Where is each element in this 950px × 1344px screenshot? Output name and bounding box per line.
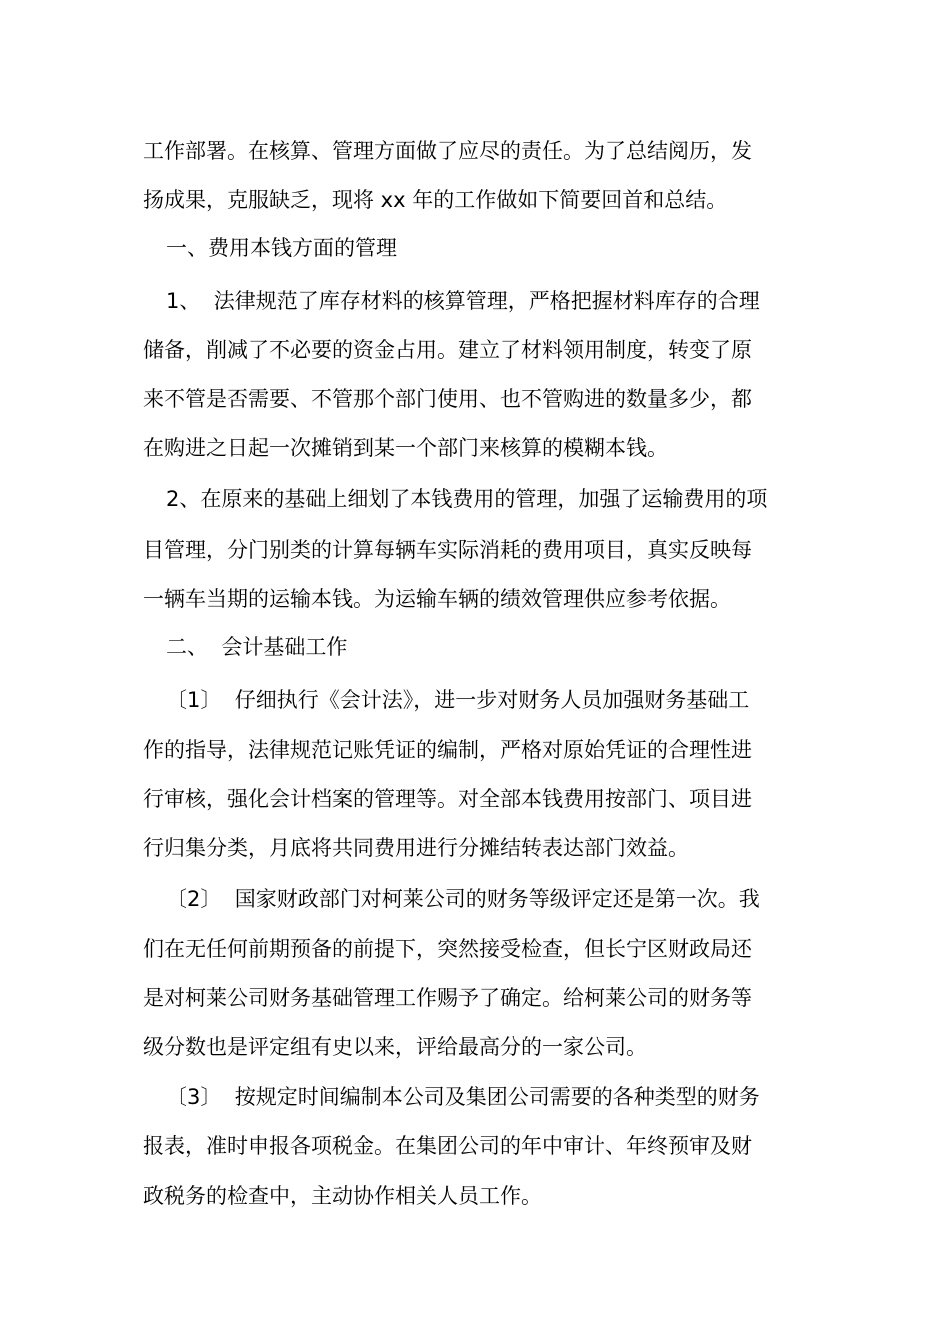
paragraph-line: 行归集分类，月底将共同费用进行分摊结转表达部门效益。 bbox=[143, 836, 689, 860]
paragraph-line: 是对柯莱公司财务基础管理工作赐予了确定。给柯莱公司的财务等 bbox=[143, 986, 752, 1010]
paragraph-line: 们在无任何前期预备的前提下，突然接受检查，但长宁区财政局还 bbox=[143, 937, 752, 961]
paragraph-line: 1、 法律规范了库存材料的核算管理，严格把握材料库存的合理 bbox=[166, 289, 760, 313]
paragraph-line: 储备，削减了不必要的资金占用。建立了材料领用制度，转变了原 bbox=[143, 338, 752, 362]
paragraph-line: 扬成果，克服缺乏，现将 xx 年的工作做如下简要回首和总结。 bbox=[143, 188, 728, 212]
paragraph-line: 〔2〕 国家财政部门对柯莱公司的财务等级评定还是第一次。我 bbox=[166, 887, 760, 911]
paragraph-line: 来不管是否需要、不管那个部门使用、也不管购进的数量多少，都 bbox=[143, 387, 752, 411]
section-heading: 二、 会计基础工作 bbox=[166, 635, 348, 659]
paragraph-line: 作的指导，法律规范记账凭证的编制，严格对原始凭证的合理性进 bbox=[143, 738, 752, 762]
paragraph-line: 在购进之日起一次摊销到某一个部门来核算的模糊本钱。 bbox=[143, 436, 668, 460]
paragraph-line: 级分数也是评定组有史以来，评给最高分的一家公司。 bbox=[143, 1035, 647, 1059]
section-heading: 一、费用本钱方面的管理 bbox=[166, 236, 397, 260]
paragraph-line: 工作部署。在核算、管理方面做了应尽的责任。为了总结阅历，发 bbox=[143, 139, 752, 163]
paragraph-line: 〔3〕 按规定时间编制本公司及集团公司需要的各种类型的财务 bbox=[166, 1085, 760, 1109]
paragraph-line: 政税务的检查中，主动协作相关人员工作。 bbox=[143, 1184, 542, 1208]
paragraph-line: 报表，准时申报各项税金。在集团公司的年中审计、年终预审及财 bbox=[143, 1134, 752, 1158]
paragraph-line: 2、在原来的基础上细划了本钱费用的管理，加强了运输费用的项 bbox=[166, 487, 768, 511]
paragraph-line: 目管理，分门别类的计算每辆车实际消耗的费用项目，真实反映每 bbox=[143, 538, 752, 562]
paragraph-line: 行审核，强化会计档案的管理等。对全部本钱费用按部门、项目进 bbox=[143, 787, 752, 811]
paragraph-line: 一辆车当期的运输本钱。为运输车辆的绩效管理供应参考依据。 bbox=[143, 587, 731, 611]
paragraph-line: 〔1〕 仔细执行《会计法》，进一步对财务人员加强财务基础工 bbox=[166, 688, 750, 712]
